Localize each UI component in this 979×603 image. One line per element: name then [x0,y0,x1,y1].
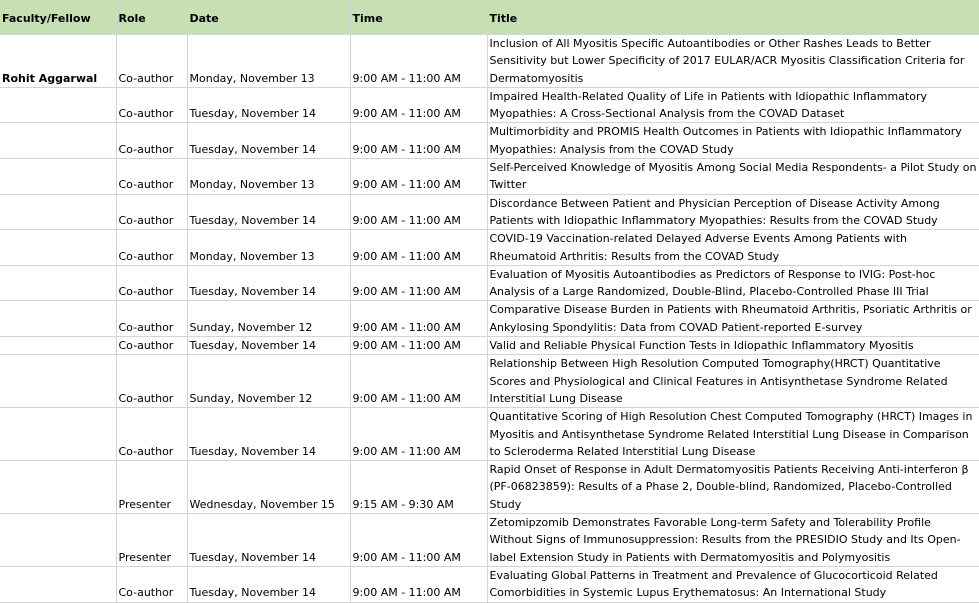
header-row [0,0,979,35]
cell-title[interactable]: Impaired Health-Related Quality of Life in Patients with Idiopathic Inflammatory Myopathies: A Cross-Sectional Analysis from the COVAD Dataset [487,87,979,123]
cell-time[interactable]: 9:00 AM - 11:00 AM [350,230,487,266]
cell-role[interactable]: Co-author [116,355,187,408]
cell-title[interactable]: Self-Perceived Knowledge of Myositis Among Social Media Respondents- a Pilot Study on Twitter [487,159,979,195]
header-cell-date[interactable]: Date [187,0,350,35]
cell-role[interactable]: Presenter [116,461,187,514]
cell-title[interactable]: Inclusion of All Myositis Specific Autoantibodies or Other Rashes Leads to Better Sensitivity but Lower Specificity of 2017 EULAR/ACR Myositis Classification Criteria for Dermatomyositis [487,35,979,88]
table-row [0,566,979,602]
cell-time[interactable]: 9:00 AM - 11:00 AM [350,194,487,230]
cell-time[interactable]: 9:00 AM - 11:00 AM [350,355,487,408]
cell-faculty[interactable] [0,461,116,514]
cell-date[interactable]: Wednesday, November 15 [187,461,350,514]
table-row [0,514,979,567]
cell-faculty[interactable] [0,566,116,602]
cell-date[interactable]: Tuesday, November 14 [187,566,350,602]
cell-title[interactable]: Valid and Reliable Physical Function Tests in Idiopathic Inflammatory Myositis [487,337,979,355]
cell-role[interactable]: Co-author [116,159,187,195]
cell-role[interactable]: Co-author [116,194,187,230]
cell-date[interactable]: Tuesday, November 14 [187,337,350,355]
cell-faculty[interactable]: Rohit Aggarwal [0,35,116,88]
table-row [0,123,979,159]
cell-time[interactable]: 9:00 AM - 11:00 AM [350,566,487,602]
cell-date[interactable]: Monday, November 13 [187,230,350,266]
cell-faculty[interactable] [0,301,116,337]
cell-time[interactable]: 9:00 AM - 11:00 AM [350,301,487,337]
cell-faculty[interactable] [0,355,116,408]
cell-faculty[interactable] [0,123,116,159]
cell-date[interactable]: Tuesday, November 14 [187,265,350,301]
cell-faculty[interactable] [0,159,116,195]
cell-title[interactable]: Rapid Onset of Response in Adult Dermatomyositis Patients Receiving Anti-interferon β (PF-06823859): Results of a Phase 2, Double-blind, Randomized, Placebo-Controlled Study [487,461,979,514]
cell-date[interactable]: Tuesday, November 14 [187,514,350,567]
cell-date[interactable]: Tuesday, November 14 [187,194,350,230]
cell-role[interactable]: Co-author [116,566,187,602]
cell-time[interactable]: 9:00 AM - 11:00 AM [350,87,487,123]
header-cell-role[interactable]: Role [116,0,187,35]
cell-faculty[interactable] [0,87,116,123]
cell-role[interactable]: Co-author [116,301,187,337]
cell-faculty[interactable] [0,194,116,230]
cell-time[interactable]: 9:00 AM - 11:00 AM [350,265,487,301]
cell-title[interactable]: Multimorbidity and PROMIS Health Outcomes in Patients with Idiopathic Inflammatory Myopathies: Analysis from the COVAD Study [487,123,979,159]
cell-time[interactable]: 9:00 AM - 11:00 AM [350,123,487,159]
cell-role[interactable]: Co-author [116,337,187,355]
cell-time[interactable]: 9:00 AM - 11:00 AM [350,514,487,567]
cell-date[interactable]: Tuesday, November 14 [187,123,350,159]
table-row [0,87,979,123]
cell-title[interactable]: COVID-19 Vaccination-related Delayed Adverse Events Among Patients with Rheumatoid Arthritis: Results from the COVAD Study [487,230,979,266]
cell-date[interactable]: Sunday, November 12 [187,301,350,337]
cell-role[interactable]: Co-author [116,123,187,159]
table-row [0,461,979,514]
cell-time[interactable]: 9:00 AM - 11:00 AM [350,159,487,195]
header-cell-faculty[interactable]: Faculty/Fellow [0,0,116,35]
header-cell-time[interactable]: Time [350,0,487,35]
header-cell-title[interactable]: Title [487,0,979,35]
cell-date[interactable]: Monday, November 13 [187,159,350,195]
cell-time[interactable]: 9:00 AM - 11:00 AM [350,35,487,88]
cell-role[interactable]: Co-author [116,408,187,461]
cell-role[interactable]: Co-author [116,87,187,123]
cell-title[interactable]: Discordance Between Patient and Physician Perception of Disease Activity Among Patients with Idiopathic Inflammatory Myopathies: Results from the COVAD Study [487,194,979,230]
cell-date[interactable]: Sunday, November 12 [187,355,350,408]
cell-role[interactable]: Co-author [116,265,187,301]
cell-title[interactable]: Comparative Disease Burden in Patients with Rheumatoid Arthritis, Psoriatic Arthritis or Ankylosing Spondylitis: Data from COVAD Patient-reported E-survey [487,301,979,337]
table-row [0,337,979,355]
table-row [0,265,979,301]
table-row [0,355,979,408]
cell-role[interactable]: Presenter [116,514,187,567]
cell-date[interactable]: Tuesday, November 14 [187,87,350,123]
table-row [0,35,979,88]
table-row [0,230,979,266]
cell-title[interactable]: Evaluating Global Patterns in Treatment and Prevalence of Glucocorticoid Related Comorbidities in Systemic Lupus Erythematosus: An International Study [487,566,979,602]
cell-title[interactable]: Zetomipzomib Demonstrates Favorable Long-term Safety and Tolerability Profile Without Signs of Immunosuppression: Results from the PRESIDIO Study and Its Open-label Extension Study in Patients with Dermatomyositis and Polymyositis [487,514,979,567]
cell-role[interactable]: Co-author [116,35,187,88]
cell-title[interactable]: Evaluation of Myositis Autoantibodies as Predictors of Response to IVIG: Post-hoc Analysis of a Large Randomized, Double-Blind, Placebo-Controlled Phase III Trial [487,265,979,301]
cell-faculty[interactable] [0,408,116,461]
table-row [0,408,979,461]
table-row [0,159,979,195]
cell-date[interactable]: Tuesday, November 14 [187,408,350,461]
cell-faculty[interactable] [0,265,116,301]
cell-time[interactable]: 9:00 AM - 11:00 AM [350,408,487,461]
table-row [0,301,979,337]
cell-role[interactable]: Co-author [116,230,187,266]
table-row [0,194,979,230]
cell-time[interactable]: 9:15 AM - 9:30 AM [350,461,487,514]
cell-date[interactable]: Monday, November 13 [187,35,350,88]
cell-faculty[interactable] [0,337,116,355]
cell-faculty[interactable] [0,514,116,567]
cell-time[interactable]: 9:00 AM - 11:00 AM [350,337,487,355]
cell-faculty[interactable] [0,230,116,266]
cell-title[interactable]: Relationship Between High Resolution Computed Tomography(HRCT) Quantitative Scores and Physiological and Clinical Features in Antisynthetase Syndrome Related Interstitial Lung Disease [487,355,979,408]
cell-title[interactable]: Quantitative Scoring of High Resolution Chest Computed Tomography (HRCT) Images in Myositis and Antisynthetase Syndrome Related Interstitial Lung Disease in Comparison to Scleroderma Related Interstitial Lung Disease [487,408,979,461]
table-body [0,35,979,603]
